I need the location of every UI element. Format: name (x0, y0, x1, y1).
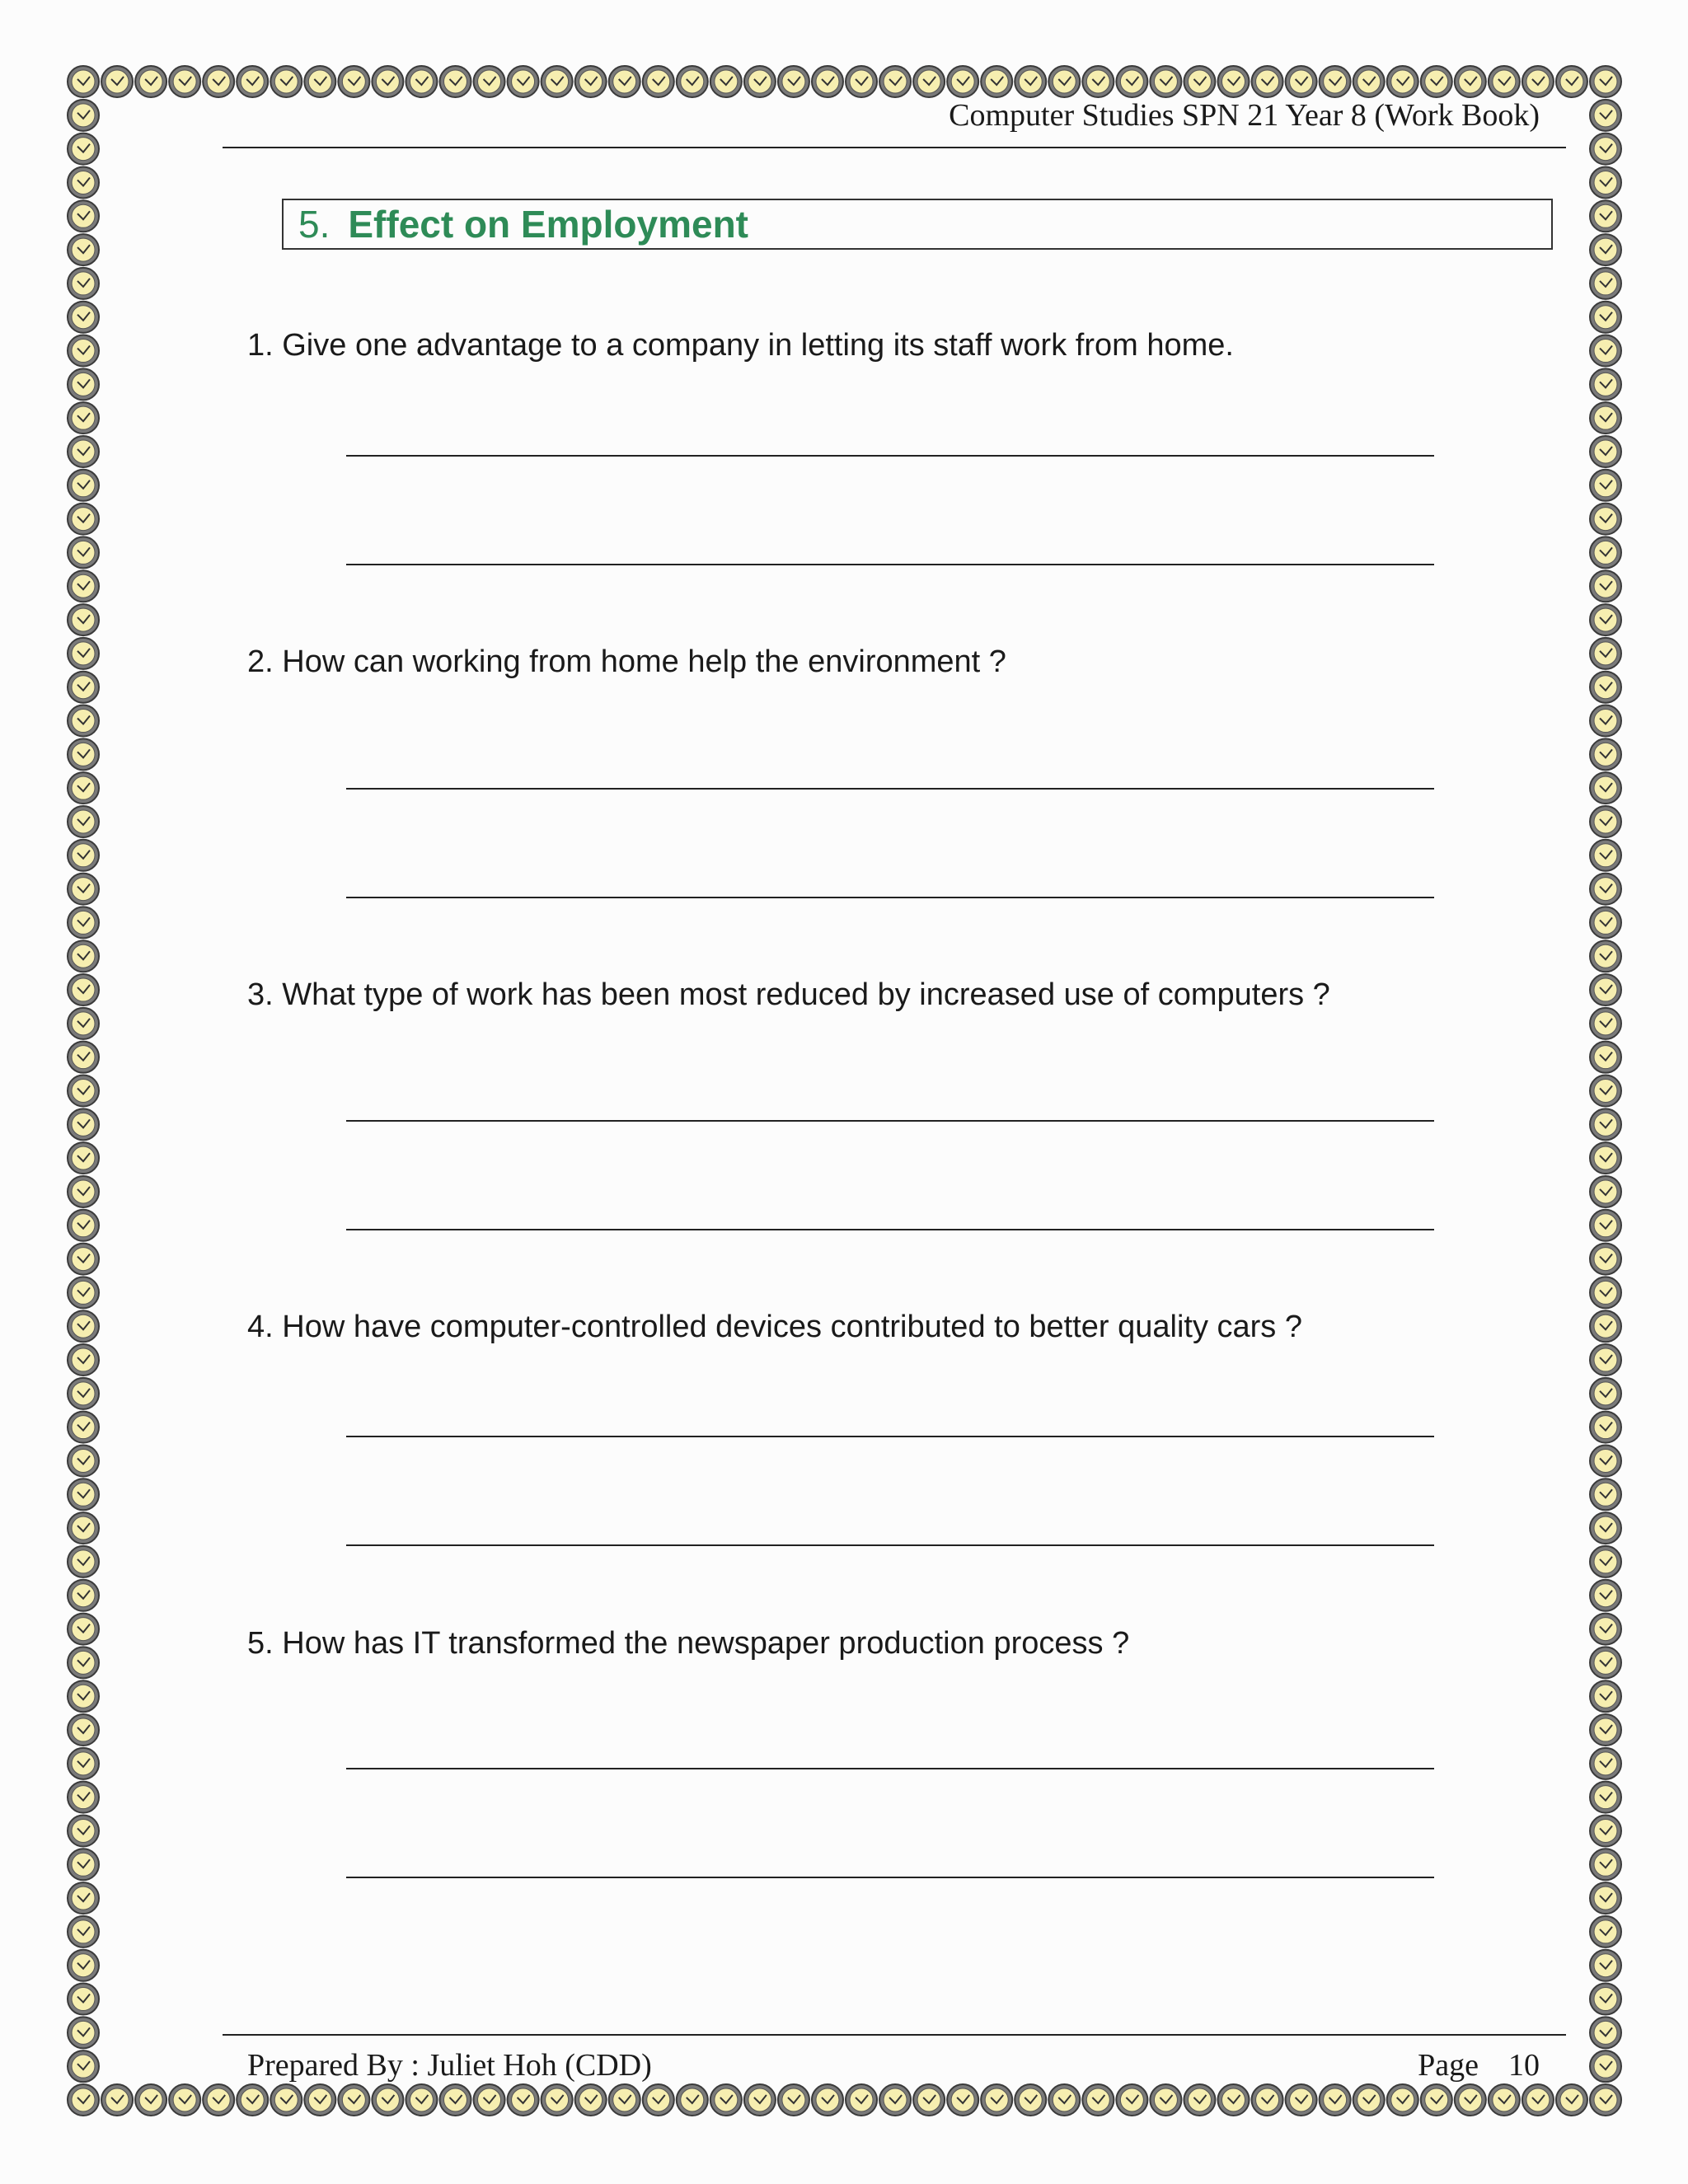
clock-icon (947, 2084, 978, 2116)
clock-icon (372, 66, 403, 97)
clock-icon (1590, 1614, 1621, 1645)
clock-icon (68, 604, 99, 635)
clock-icon (1590, 504, 1621, 535)
clock-icon (237, 66, 268, 97)
clock-icon (1116, 66, 1147, 97)
clock-icon (1320, 2084, 1351, 2116)
clock-icon (68, 705, 99, 737)
clock-icon (1489, 66, 1520, 97)
clock-icon (68, 1445, 99, 1476)
clock-icon (609, 66, 640, 97)
clock-icon (1590, 772, 1621, 804)
clock-icon (68, 368, 99, 400)
clock-icon (68, 1748, 99, 1779)
clock-icon (68, 1378, 99, 1409)
clock-icon (68, 100, 99, 131)
clock-icon (68, 907, 99, 938)
clock-icon (1353, 66, 1385, 97)
clock-icon (1590, 1412, 1621, 1443)
clock-icon (1421, 66, 1452, 97)
clock-icon (68, 537, 99, 568)
clock-icon (68, 1714, 99, 1746)
clock-icon (1015, 2084, 1046, 2116)
question-5: 5. How has IT transformed the newspaper production process ? (247, 1626, 1130, 1661)
clock-icon (677, 2084, 708, 2116)
clock-icon (135, 66, 166, 97)
clock-icon (1590, 874, 1621, 905)
header-rule (223, 147, 1566, 148)
answer-line[interactable] (346, 1877, 1434, 1878)
clock-icon (68, 772, 99, 804)
clock-icon (1590, 604, 1621, 635)
clock-icon (1590, 134, 1621, 165)
clock-icon (1150, 66, 1181, 97)
clock-icon (778, 66, 809, 97)
answer-line[interactable] (346, 1768, 1434, 1769)
question-3: 3. What type of work has been most reduced by increased use of computers ? (247, 977, 1330, 1012)
clock-icon (169, 2084, 200, 2116)
clock-icon (879, 2084, 911, 2116)
clock-icon (812, 2084, 843, 2116)
clock-icon (1455, 66, 1486, 97)
clock-icon (1590, 537, 1621, 568)
answer-line[interactable] (346, 455, 1434, 457)
footer-page (1418, 2047, 1540, 2083)
clock-icon (68, 268, 99, 299)
clock-icon (68, 1882, 99, 1914)
clock-icon (1286, 2084, 1317, 2116)
clock-icon (1590, 1647, 1621, 1678)
clock-icon (406, 66, 437, 97)
clock-icon (68, 200, 99, 232)
clock-icon (68, 134, 99, 165)
clock-icon (710, 66, 742, 97)
clock-icon (68, 570, 99, 602)
clock-icon (68, 738, 99, 770)
clock-icon (1590, 1142, 1621, 1174)
clock-icon (542, 2084, 573, 2116)
clock-icon (270, 2084, 302, 2116)
clock-icon (947, 66, 978, 97)
clock-icon (1590, 1479, 1621, 1510)
clock-icon (1590, 1108, 1621, 1140)
clock-icon (1590, 940, 1621, 972)
clock-icon (68, 1277, 99, 1308)
question-2: 2. How can working from home help the environment ? (247, 644, 1006, 679)
clock-icon (1590, 638, 1621, 669)
answer-line[interactable] (346, 1120, 1434, 1122)
footer-rule (223, 2034, 1566, 2036)
clock-icon (1590, 335, 1621, 367)
clock-icon (609, 2084, 640, 2116)
clock-icon (812, 66, 843, 97)
clock-icon (68, 436, 99, 467)
clock-icon (68, 234, 99, 265)
clock-icon (1590, 1042, 1621, 1073)
clock-icon (68, 2084, 99, 2116)
clock-icon (1590, 368, 1621, 400)
clock-icon (68, 1108, 99, 1140)
section-heading (282, 199, 1553, 250)
clock-icon (439, 66, 471, 97)
clock-icon (1590, 1008, 1621, 1039)
page-number: 10 (1508, 2048, 1540, 2083)
clock-icon (1590, 1445, 1621, 1476)
clock-icon (237, 2084, 268, 2116)
clock-icon (1082, 2084, 1114, 2116)
clock-icon (1590, 1849, 1621, 1880)
clock-icon (68, 940, 99, 972)
clock-icon (1252, 66, 1283, 97)
clock-icon (1590, 1680, 1621, 1712)
clock-icon (101, 2084, 133, 2116)
clock-icon (68, 1580, 99, 1611)
clock-icon (68, 470, 99, 501)
clock-icon (68, 2017, 99, 2048)
clock-icon (1590, 470, 1621, 501)
clock-icon (508, 2084, 539, 2116)
clock-icon (1590, 1950, 1621, 1981)
clock-icon (744, 66, 776, 97)
page-label: Page (1418, 2048, 1479, 2083)
clock-icon (68, 1815, 99, 1846)
clock-icon (68, 1042, 99, 1073)
clock-icon (68, 302, 99, 333)
clock-icon (1590, 268, 1621, 299)
clock-icon (1184, 66, 1215, 97)
clock-icon (68, 504, 99, 535)
clock-icon (169, 66, 200, 97)
clock-icon (270, 66, 302, 97)
clock-icon (710, 2084, 742, 2116)
clock-icon (1590, 907, 1621, 938)
clock-icon (981, 66, 1012, 97)
clock-icon (1590, 806, 1621, 837)
clock-icon (643, 2084, 674, 2116)
clock-icon (677, 66, 708, 97)
clock-icon (68, 874, 99, 905)
clock-icon (1590, 1748, 1621, 1779)
clock-icon (1590, 1310, 1621, 1342)
clock-icon (1082, 66, 1114, 97)
clock-icon (1590, 1916, 1621, 1947)
clock-icon (1590, 200, 1621, 232)
clock-icon (1421, 2084, 1452, 2116)
clock-icon (1590, 672, 1621, 703)
answer-line[interactable] (346, 564, 1434, 565)
clock-icon (575, 66, 607, 97)
clock-icon (1015, 66, 1046, 97)
footer-prepared-by: Prepared By : Juliet Hoh (CDD) (247, 2048, 652, 2083)
clock-icon (304, 66, 335, 97)
clock-icon (508, 66, 539, 97)
clock-icon (372, 2084, 403, 2116)
clock-icon (1590, 1984, 1621, 2015)
clock-icon (1218, 2084, 1250, 2116)
clock-icon (981, 2084, 1012, 2116)
clock-icon (1387, 2084, 1418, 2116)
clock-icon (1590, 1244, 1621, 1275)
clock-icon (1320, 66, 1351, 97)
question-4: 4. How have computer-controlled devices contributed to better quality cars ? (247, 1310, 1302, 1344)
answer-line[interactable] (346, 1436, 1434, 1437)
clock-icon (1590, 570, 1621, 602)
clock-icon (68, 1647, 99, 1678)
clock-icon (1590, 1277, 1621, 1308)
clock-icon (1590, 302, 1621, 333)
answer-line[interactable] (346, 1544, 1434, 1546)
clock-icon (1455, 2084, 1486, 2116)
clock-icon (68, 166, 99, 198)
clock-icon (1048, 2084, 1080, 2116)
clock-icon (338, 2084, 369, 2116)
clock-icon (68, 1546, 99, 1577)
clock-icon (1353, 2084, 1385, 2116)
clock-icon (1590, 2017, 1621, 2048)
clock-icon (68, 66, 99, 97)
clock-icon (68, 840, 99, 871)
clock-icon (1590, 1580, 1621, 1611)
clock-icon (1286, 66, 1317, 97)
clock-icon (1590, 1815, 1621, 1846)
clock-icon (1590, 100, 1621, 131)
clock-icon (68, 1412, 99, 1443)
answer-line[interactable] (346, 897, 1434, 898)
clock-icon (1522, 2084, 1554, 2116)
clock-icon (1590, 66, 1621, 97)
clock-icon (68, 638, 99, 669)
question-1: 1. Give one advantage to a company in letting its staff work from home. (247, 328, 1234, 363)
clock-icon (1556, 66, 1587, 97)
answer-line[interactable] (346, 788, 1434, 790)
clock-icon (575, 2084, 607, 2116)
clock-icon (68, 1782, 99, 1813)
clock-icon (744, 2084, 776, 2116)
clock-icon (1116, 2084, 1147, 2116)
answer-line[interactable] (346, 1229, 1434, 1230)
clock-icon (474, 66, 505, 97)
clock-icon (1048, 66, 1080, 97)
clock-icon (879, 66, 911, 97)
header-title: Computer Studies SPN 21 Year 8 (Work Book) (949, 98, 1540, 133)
clock-icon (474, 2084, 505, 2116)
clock-icon (1590, 1210, 1621, 1241)
clock-icon (1590, 2084, 1621, 2116)
clock-icon (1590, 436, 1621, 467)
clock-icon (68, 1950, 99, 1981)
clock-icon (68, 1614, 99, 1645)
clock-icon (1590, 974, 1621, 1005)
clock-icon (439, 2084, 471, 2116)
clock-icon (68, 335, 99, 367)
clock-icon (1590, 705, 1621, 737)
clock-icon (1590, 1512, 1621, 1544)
clock-icon (68, 1142, 99, 1174)
clock-icon (406, 2084, 437, 2116)
clock-icon (1590, 1782, 1621, 1813)
clock-icon (68, 1310, 99, 1342)
clock-icon (338, 66, 369, 97)
clock-icon (1590, 402, 1621, 434)
clock-icon (1489, 2084, 1520, 2116)
clock-icon (1590, 840, 1621, 871)
clock-icon (68, 1244, 99, 1275)
clock-icon (1590, 1882, 1621, 1914)
clock-icon (68, 1680, 99, 1712)
clock-icon (913, 2084, 945, 2116)
clock-icon (68, 974, 99, 1005)
clock-icon (68, 1344, 99, 1376)
clock-icon (68, 1076, 99, 1107)
clock-icon (68, 2050, 99, 2082)
section-title: Effect on Employment (348, 203, 748, 246)
clock-icon (68, 1512, 99, 1544)
clock-icon (1590, 1378, 1621, 1409)
clock-icon (542, 66, 573, 97)
clock-icon (1590, 2050, 1621, 2082)
clock-icon (68, 1479, 99, 1510)
clock-icon (304, 2084, 335, 2116)
clock-icon (846, 2084, 877, 2116)
clock-icon (1218, 66, 1250, 97)
clock-icon (1590, 738, 1621, 770)
clock-icon (778, 2084, 809, 2116)
clock-icon (1590, 234, 1621, 265)
clock-icon (135, 2084, 166, 2116)
clock-icon (68, 1008, 99, 1039)
clock-icon (1590, 1714, 1621, 1746)
clock-icon (68, 806, 99, 837)
clock-icon (1590, 1546, 1621, 1577)
clock-icon (1590, 1176, 1621, 1207)
clock-icon (1556, 2084, 1587, 2116)
clock-icon (68, 1916, 99, 1947)
clock-icon (68, 1176, 99, 1207)
clock-icon (68, 1849, 99, 1880)
clock-icon (68, 402, 99, 434)
clock-icon (1590, 1076, 1621, 1107)
clock-icon (203, 2084, 234, 2116)
clock-icon (1590, 166, 1621, 198)
clock-icon (1184, 2084, 1215, 2116)
clock-icon (68, 1984, 99, 2015)
clock-icon (203, 66, 234, 97)
clock-icon (1387, 66, 1418, 97)
clock-icon (68, 1210, 99, 1241)
clock-icon (1522, 66, 1554, 97)
clock-icon (913, 66, 945, 97)
clock-icon (101, 66, 133, 97)
clock-icon (1252, 2084, 1283, 2116)
clock-icon (1590, 1344, 1621, 1376)
clock-icon (846, 66, 877, 97)
section-number: 5. (298, 203, 331, 246)
clock-icon (1150, 2084, 1181, 2116)
clock-icon (68, 672, 99, 703)
clock-icon (643, 66, 674, 97)
